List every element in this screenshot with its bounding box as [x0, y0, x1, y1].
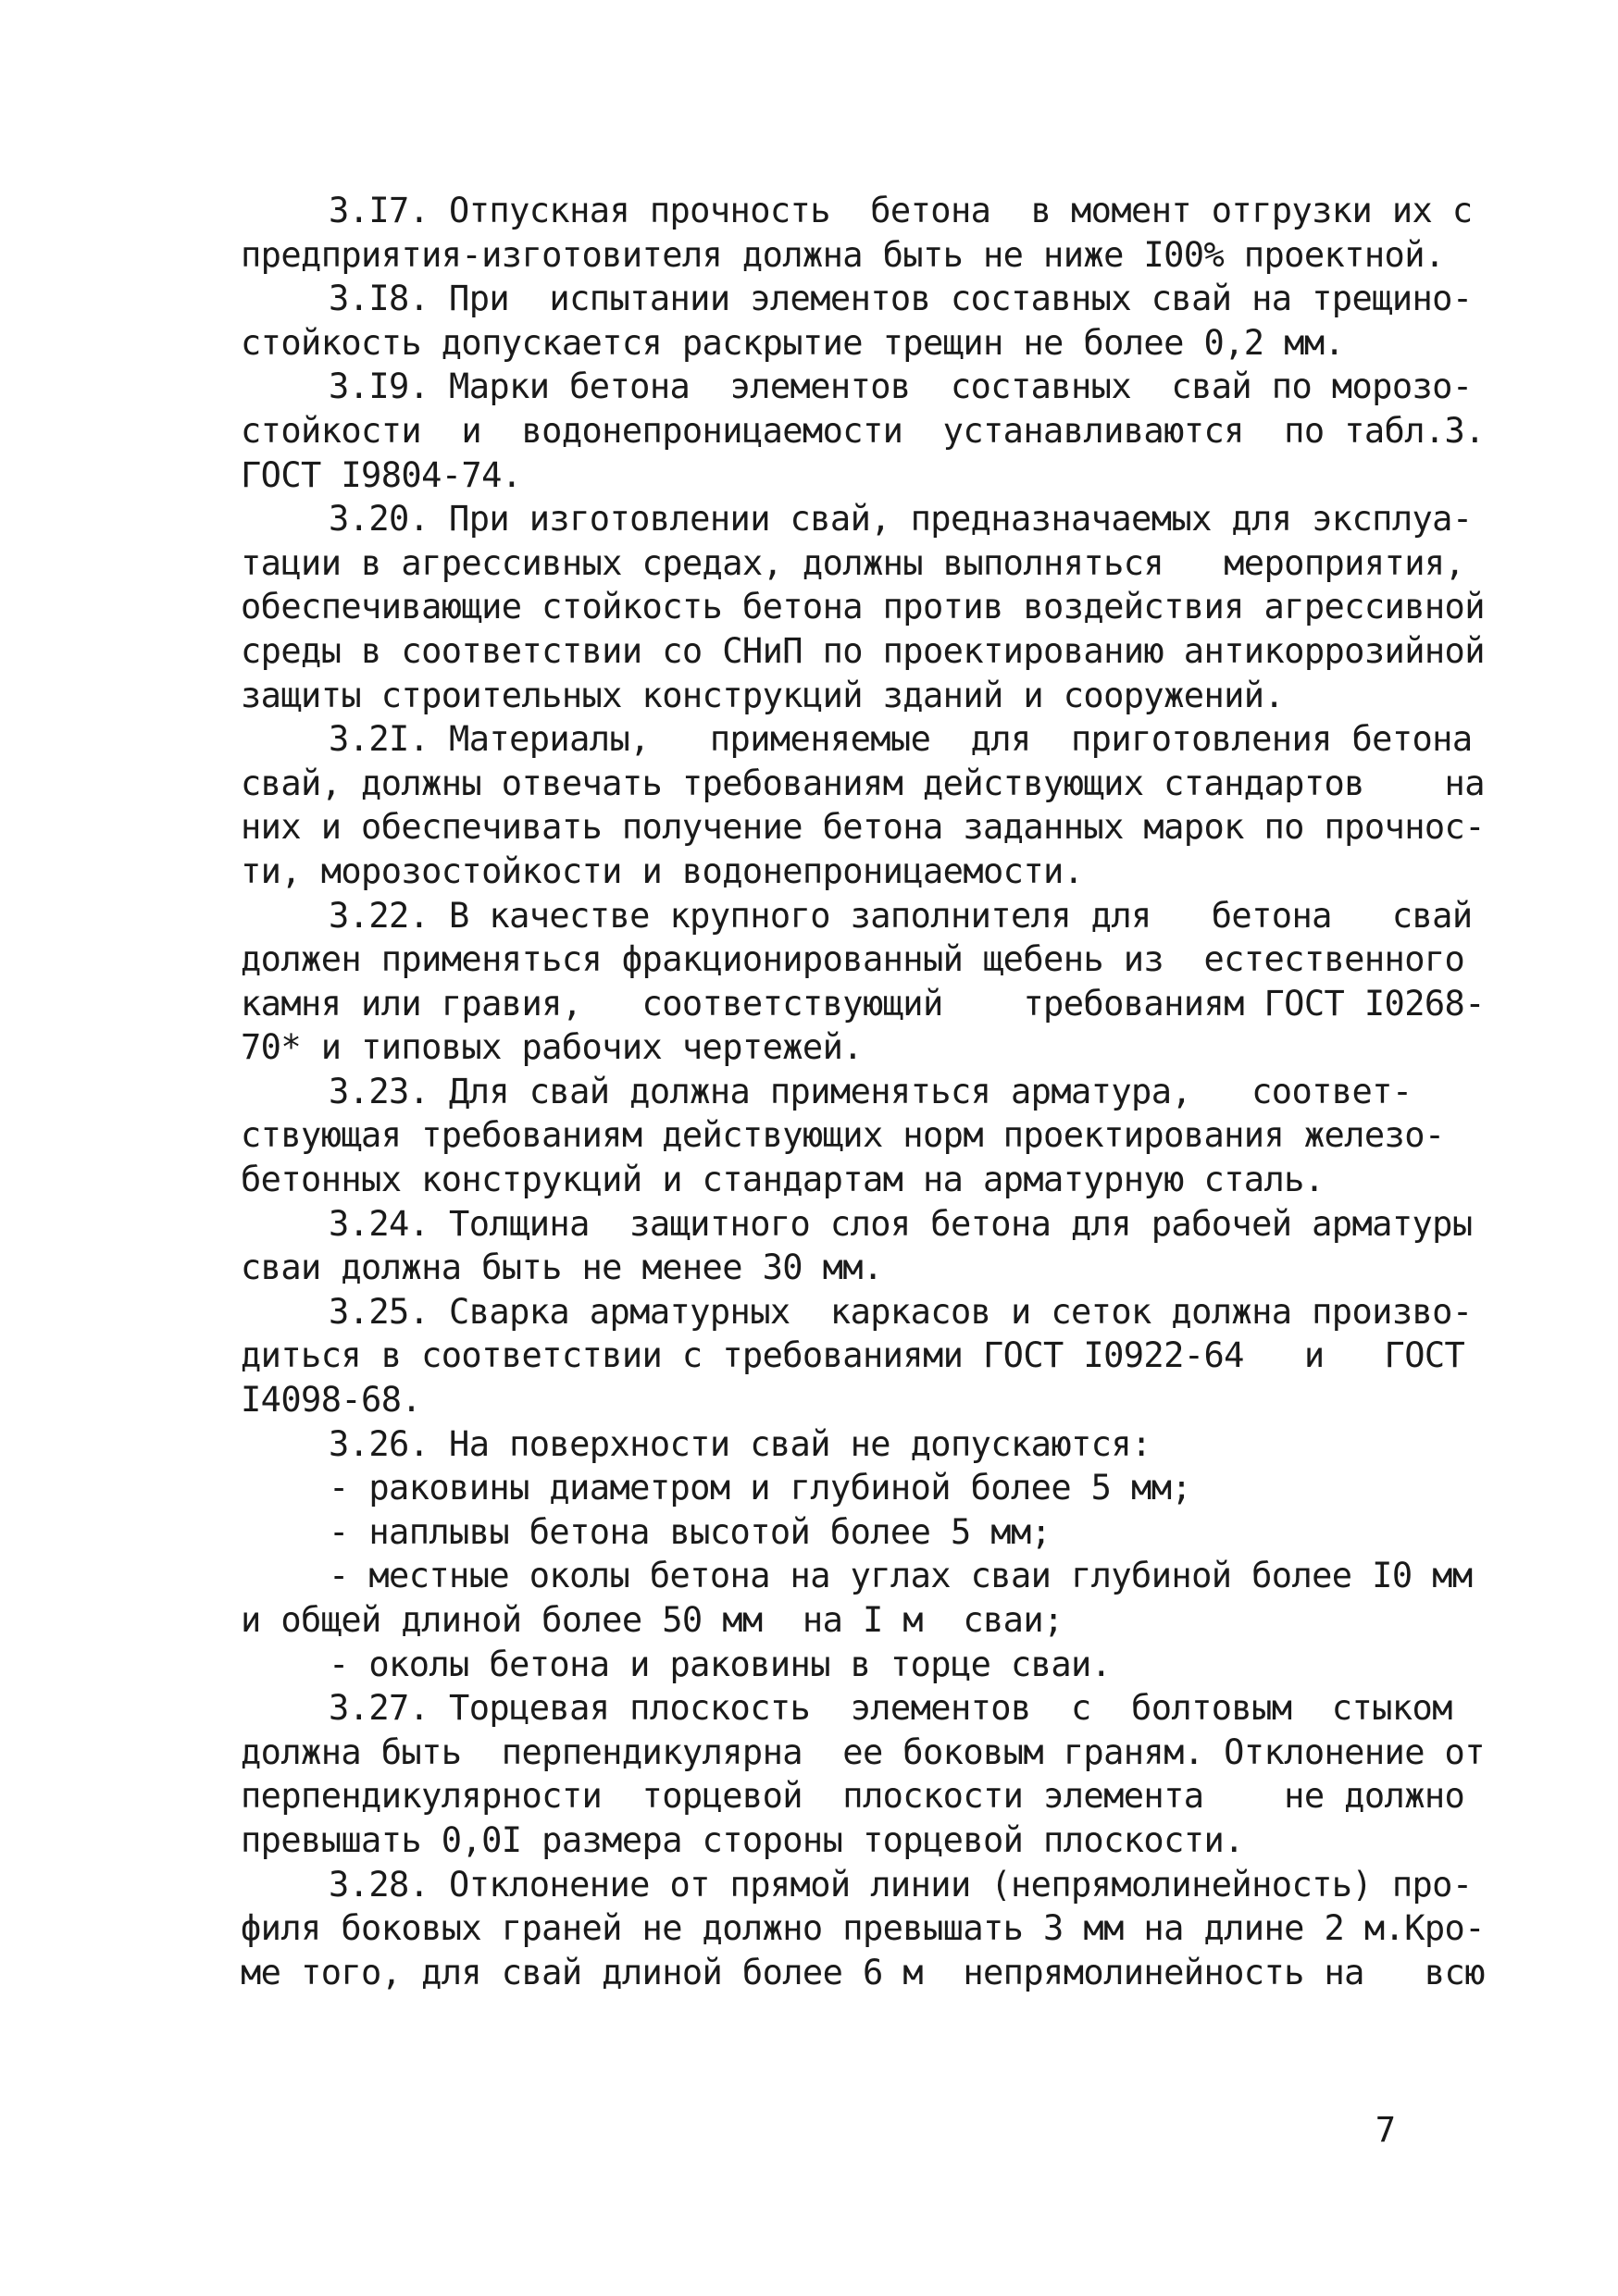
text-line: тации в агрессивных средах, должны выполняться мероприятия, — [241, 542, 1465, 583]
text-line: бетонных конструкций и стандартам на арматурную сталь. — [241, 1160, 1325, 1200]
text-line: 3.23. Для свай должна применяться арматура, соответ- — [329, 1071, 1413, 1111]
text-line: 3.28. Отклонение от прямой линии (непрямолинейность) про- — [329, 1864, 1473, 1905]
text-line: них и обеспечивать получение бетона заданных марок по прочнос- — [241, 807, 1485, 848]
text-line: - местные околы бетона на углах сваи глубиной более I0 мм — [329, 1556, 1473, 1596]
text-line: защиты строительных конструкций зданий и сооружений. — [241, 675, 1285, 715]
text-line: и общей длиной более 50 мм на I м сваи; — [241, 1600, 1064, 1640]
text-line: 3.I8. При испытании элементов составных свай на трещино- — [329, 279, 1473, 319]
text-line: обеспечивающие стойкость бетона против воздействия агрессивной — [241, 587, 1485, 627]
text-line: 3.27. Торцевая плоскость элементов с болтовым стыком — [329, 1688, 1452, 1729]
text-line: сваи должна быть не менее 30 мм. — [241, 1247, 883, 1288]
text-line: - раковины диаметром и глубиной более 5 мм; — [329, 1468, 1192, 1508]
page-number: 7 — [1375, 2110, 1396, 2150]
text-line: камня или гравия, соответствующий требованиям ГОСТ I0268- — [241, 983, 1485, 1024]
text-line: 3.I9. Марки бетона элементов составных свай по морозо- — [329, 366, 1473, 407]
page-body — [241, 189, 1485, 1994]
text-line: 3.26. На поверхности свай не допускаются: — [329, 1423, 1151, 1464]
text-line: ствующая требованиям действующих норм проектирования железо- — [241, 1115, 1445, 1156]
text-line: свай, должны отвечать требованиям действующих стандартов на — [241, 763, 1485, 803]
text-line: должна быть перпендикулярна ее боковым граням. Отклонение от — [241, 1731, 1485, 1772]
text-line: 3.2I. Материалы, применяемые для приготовления бетона — [329, 719, 1473, 760]
text-line: 3.I7. Отпускная прочность бетона в момент отгрузки их с — [329, 191, 1473, 230]
text-line: филя боковых граней не должно превышать 3 мм на длине 2 м.Кро- — [241, 1908, 1485, 1949]
text-line: среды в соответствии со СНиП по проектированию антикоррозийной — [241, 630, 1485, 671]
text-line: 3.25. Сварка арматурных каркасов и сеток должна произво- — [329, 1291, 1473, 1332]
text-line: 3.20. При изготовлении свай, предназначаемых для эксплуа- — [329, 499, 1473, 540]
text-line: превышать 0,0I размера стороны торцевой плоскости. — [241, 1819, 1244, 1860]
text-line: ме того, для свай длиной более 6 м непрямолинейность на всю — [241, 1952, 1485, 1992]
text-line: стойкости и водонепроницаемости устанавливаются по табл.3. — [241, 410, 1485, 451]
text-line: - наплывы бетона высотой более 5 мм; — [329, 1511, 1052, 1552]
text-line: предприятия-изготовителя должна быть не ниже I00% проектной. — [241, 234, 1445, 275]
text-line: стойкость допускается раскрытие трещин не более 0,2 мм. — [241, 322, 1345, 363]
text-line: ти, морозостойкости и водонепроницаемости. — [241, 850, 1084, 891]
text-line: ГОСТ I9804-74. — [241, 454, 522, 495]
text-line: 70* и типовых рабочих чертежей. — [241, 1027, 863, 1068]
text-line: - околы бетона и раковины в торце сваи. — [329, 1644, 1112, 1684]
text-line: I4098-68. — [241, 1380, 422, 1421]
text-line: 3.22. В качестве крупного заполнителя для бетона свай — [329, 895, 1473, 936]
text-line: 3.24. Толщина защитного слоя бетона для рабочей арматуры — [329, 1203, 1473, 1244]
text-line: диться в соответствии с требованиями ГОСТ I0922-64 и ГОСТ — [241, 1335, 1465, 1376]
text-line: перпендикулярности торцевой плоскости элемента не должно — [241, 1776, 1465, 1817]
text-line: должен применяться фракционированный щебень из естественного — [241, 939, 1465, 980]
